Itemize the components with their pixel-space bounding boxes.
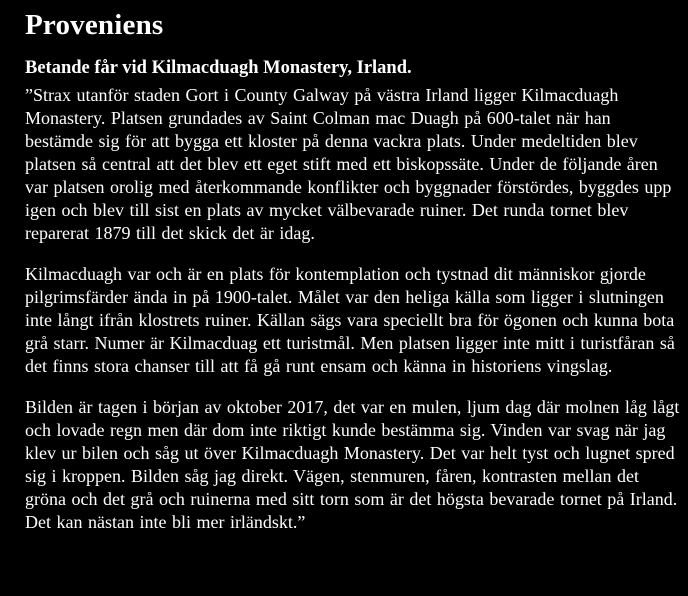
paragraph-photo-story: Bilden är tagen i början av oktober 2017, det var en mulen, ljum dag där molnen låg lågt och lovade regn men där dom inte riktigt kunde bestämma sig. Vinden var svag när jag klev ur bilen och såg ut över Kilmacduagh Monastery. Det var helt tyst och lugnet spred sig i kroppen. Bilden såg jag direkt. Vägen, stenmuren, fåren, kontrasten mellan det gröna och det grå och ruinerna med sitt torn som är det högsta bevarade tornet på Irland. Det kan nästan inte bli mer irländskt.” [25, 397, 680, 532]
paragraph-history: ”Strax utanför staden Gort i County Galway på västra Irland ligger Kilmacduagh Monastery. Platsen grundades av Saint Colman mac Duagh på 600-talet när han bestämde sig för att bygga ett kloster på denna vackra plats. Under medeltiden blev platsen så central att det blev ett eget stift med ett biskopssäte. Under de följande åren var platsen orolig med återkommande konflikter och byggnader förstördes, byggdes upp igen och blev till sist en plats av mycket välbevarade ruiner. Det runda tornet blev reparerat 1879 till det skick det är idag. [25, 85, 672, 243]
paragraph-pilgrimage: Kilmacduagh var och är en plats för kontemplation och tystnad dit människor gjorde pilgrimsfärder ända in på 1900-talet. Målet var den heliga källa som ligger i slutningen inte långt ifrån klostrets ruiner. Källan sägs vara speciellt bra för ögonen och kunna bota grå starr. Numer är Kilmacduag ett turistmål. Men platsen ligger inte mitt i turistfåran så det finns stora chanser till att få gå runt ensam och känna in historiens vingslag. [25, 264, 675, 376]
lead-heading: Betande får vid Kilmacduagh Monastery, Irland. [25, 58, 412, 78]
article-title: Proveniens [25, 9, 164, 41]
